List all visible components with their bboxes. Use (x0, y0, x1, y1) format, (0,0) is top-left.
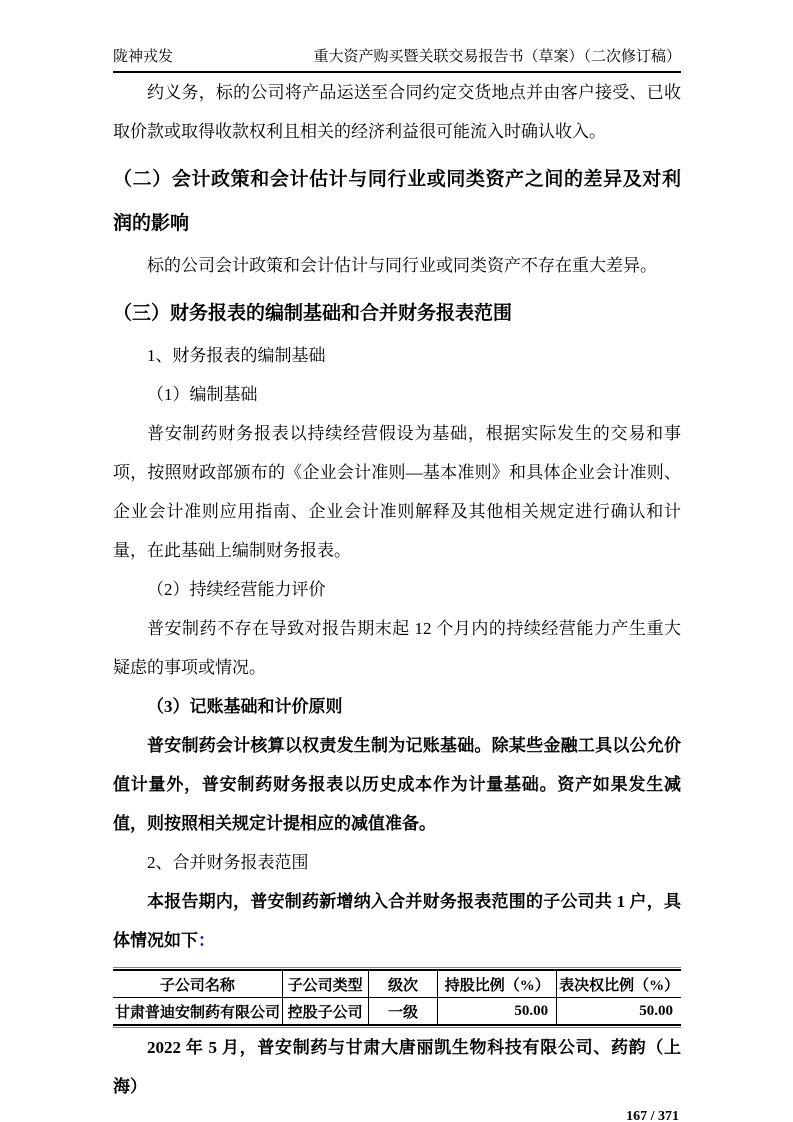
subheading-1-1-basis: （1）编制基础 (147, 385, 258, 404)
paragraph-going-concern: 普安制药不存在导致对报告期末起 12 个月内的持续经营能力产生重大疑虑的事项或情况。 (113, 619, 681, 677)
subheading-2-consolidation-scope: 2、合并财务报表范围 (147, 853, 309, 872)
header-report-title: 重大资产购买暨关联交易报告书（草案）（二次修订稿） (313, 49, 681, 65)
page-number: 167 / 371 (626, 1109, 679, 1122)
paragraph-consolidation-scope (113, 882, 681, 960)
subheading-1-2-going-concern: （2）持续经营能力评价 (147, 580, 326, 599)
col-header-subsidiary-type: 子公司类型 (282, 970, 368, 998)
page-header (113, 48, 681, 73)
cell-subsidiary-type: 控股子公司 (282, 998, 368, 1026)
paragraph-preparation-basis: 普安制药财务报表以持续经营假设为基础，根据实际发生的交易和事项，按照财政部颁布的《企业会计准则—基本准则》和具体企业会计准则、企业会计准则应用指南、企业会计准则解释及其他相关规定进行确认和计量，在此基础上编制财务报表。 (113, 424, 681, 560)
heading-section-3: （三）财务报表的编制基础和合并财务报表范围 (113, 303, 513, 324)
subsidiary-table (113, 969, 681, 1026)
subheading-1-3-bookkeeping: （3）记账基础和计价原则 (147, 697, 343, 716)
paragraph-accounting-basis: 普安制药会计核算以权责发生制为记账基础。除某些金融工具以公允价值计量外，普安制药财务报表以历史成本作为计量基础。资产如果发生减值，则按照相关规定计提相应的减值准备。 (113, 736, 681, 833)
cell-voting-ratio: 50.00 (557, 998, 681, 1026)
col-header-subsidiary-name: 子公司名称 (159, 977, 235, 994)
table-header-row (113, 970, 681, 998)
cell-shareholding-ratio: 50.00 (438, 998, 557, 1026)
heading-section-2: （二）会计政策和会计估计与同行业或同类资产之间的差异及对利润的影响 (113, 169, 681, 234)
col-header-shareholding-ratio: 持股比例（%） (438, 970, 557, 998)
consolidation-scope-colon: ： (198, 931, 215, 950)
cell-subsidiary-name: 甘肃普迪安制药有限公司 (115, 1004, 281, 1021)
col-header-voting-ratio: 表决权比例（%） (557, 970, 681, 998)
header-company-name: 陇神戎发 (113, 49, 174, 65)
subsidiary-table-wrap (113, 967, 681, 1028)
consolidation-scope-text: 本报告期内，普安制药新增纳入合并财务报表范围的子公司共 1 户，具体情况如下 (113, 892, 681, 950)
col-header-level: 级次 (368, 970, 438, 998)
subheading-1-preparation-basis: 1、财务报表的编制基础 (147, 346, 326, 365)
cell-level: 一级 (368, 998, 438, 1026)
table-row-subsidiary (113, 998, 681, 1026)
paragraph-after-table: 2022 年 5 月，普安制药与甘肃大唐丽凯生物科技有限公司、药韵（上海） (113, 1038, 681, 1096)
paragraph-revenue-recognition: 约义务，标的公司将产品运送至合同约定交货地点并由客户接受、已收取价款或取得收款权利且相关的经济利益很可能流入时确认收入。 (113, 83, 681, 141)
paragraph-no-difference: 标的公司会计政策和会计估计与同行业或同类资产不存在重大差异。 (147, 256, 657, 275)
